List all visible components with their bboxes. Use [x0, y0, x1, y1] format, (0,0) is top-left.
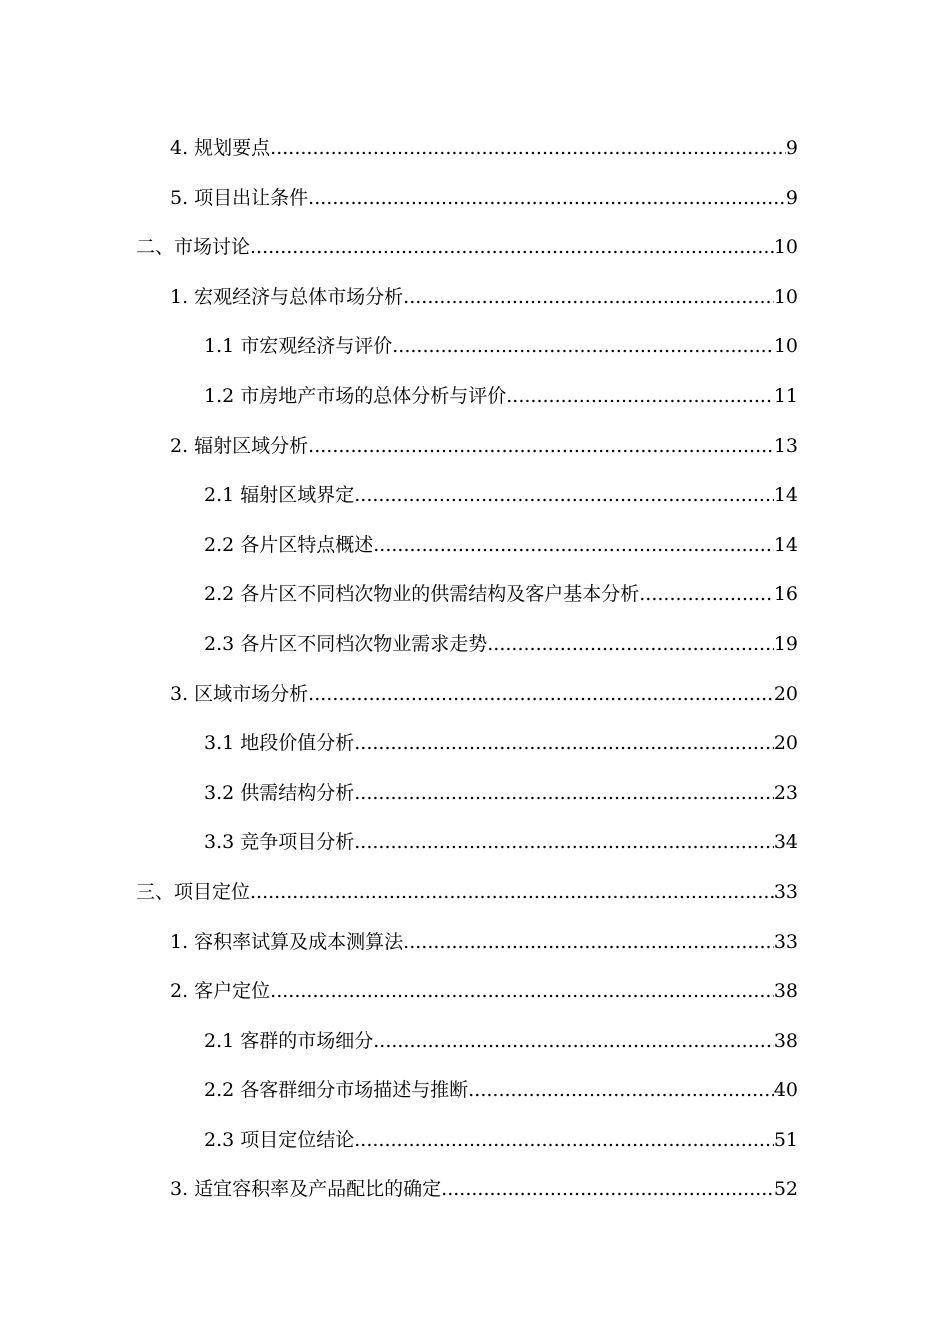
toc-entry-title: 二、市场讨论	[136, 236, 251, 259]
toc-entry-title: 1. 容积率试算及成本测算法	[170, 930, 404, 953]
toc-dot-leader	[354, 471, 774, 521]
toc-entry[interactable]	[0, 1017, 950, 1067]
toc-entry[interactable]	[0, 1116, 950, 1166]
toc-entry-title: 2.1 辐射区域界定	[204, 484, 355, 507]
toc-entry[interactable]	[0, 670, 950, 720]
toc-page-number: 33	[773, 880, 798, 903]
toc-page-number: 23	[773, 781, 798, 804]
toc-entry-title: 三、项目定位	[136, 880, 251, 903]
toc-dot-leader	[308, 422, 774, 472]
toc-entry[interactable]	[0, 570, 950, 620]
toc-page-number: 20	[773, 682, 798, 705]
toc-entry-title: 5. 项目出让条件	[170, 186, 309, 209]
toc-page-number: 10	[773, 236, 798, 259]
toc-entry-title: 1.1 市宏观经济与评价	[204, 335, 393, 358]
toc-entry-title: 4. 规划要点	[170, 137, 271, 159]
toc-dot-leader	[308, 174, 786, 224]
toc-entry[interactable]	[0, 273, 950, 323]
toc-dot-leader	[354, 719, 774, 769]
toc-page-number: 38	[773, 980, 798, 1003]
toc-entry-title: 2.2 各片区不同档次物业的供需结构及客户基本分析	[204, 583, 640, 606]
toc-page-number: 10	[773, 285, 798, 308]
toc-entry-title: 2. 辐射区域分析	[170, 434, 309, 457]
toc-entry[interactable]	[0, 521, 950, 571]
toc-entry-title: 2.3 项目定位结论	[204, 1128, 355, 1151]
toc-entry-title: 3. 适宜容积率及产品配比的确定	[170, 1178, 442, 1201]
toc-dot-leader	[373, 521, 774, 571]
toc-dot-leader	[506, 372, 774, 422]
toc-entry[interactable]	[0, 372, 950, 422]
toc-entry[interactable]	[0, 322, 950, 372]
toc-entry-title: 2.2 各客群细分市场描述与推断	[204, 1079, 469, 1102]
toc-entry[interactable]	[0, 124, 950, 174]
toc-entry[interactable]	[0, 620, 950, 670]
toc-page-number: 16	[773, 583, 798, 606]
toc-dot-leader	[270, 124, 786, 174]
toc-entry-title: 2.3 各片区不同档次物业需求走势	[204, 632, 488, 655]
toc-dot-leader	[373, 1017, 774, 1067]
toc-page-number: 10	[773, 335, 798, 358]
toc-page-number: 38	[773, 1029, 798, 1052]
toc-dot-leader	[441, 1165, 774, 1215]
toc-dot-leader	[250, 223, 774, 273]
toc-entry[interactable]	[0, 1066, 950, 1116]
toc-entry[interactable]	[0, 174, 950, 224]
toc-dot-leader	[403, 918, 774, 968]
toc-entry-title: 2.1 客群的市场细分	[204, 1029, 374, 1052]
toc-entry-title: 1. 宏观经济与总体市场分析	[170, 285, 404, 308]
toc-page-number: 11	[773, 384, 798, 407]
toc-page-number: 33	[773, 930, 798, 953]
toc-entry-title: 3. 区域市场分析	[170, 682, 309, 705]
toc-page-number: 9	[785, 186, 798, 209]
toc-entry-title: 2.2 各片区特点概述	[204, 533, 374, 556]
toc-dot-leader	[639, 570, 774, 620]
toc-page-number: 13	[773, 434, 798, 457]
toc-entry[interactable]	[0, 818, 950, 868]
toc-dot-leader	[308, 670, 774, 720]
toc-entry[interactable]	[0, 471, 950, 521]
toc-entry-title: 3.3 竞争项目分析	[204, 831, 355, 854]
toc-entry[interactable]	[0, 719, 950, 769]
toc-dot-leader	[487, 620, 774, 670]
toc-dot-leader	[354, 818, 774, 868]
toc-entry[interactable]	[0, 769, 950, 819]
toc-page-number: 52	[773, 1178, 798, 1201]
toc-dot-leader	[270, 967, 774, 1017]
toc-entry[interactable]	[0, 868, 950, 918]
toc-entry[interactable]	[0, 223, 950, 273]
toc-dot-leader	[468, 1066, 774, 1116]
toc-page-number: 34	[773, 831, 798, 854]
toc-page-number: 9	[785, 137, 798, 159]
toc-page-number: 20	[773, 732, 798, 755]
toc-dot-leader	[354, 1116, 774, 1166]
toc-dot-leader	[354, 769, 774, 819]
toc-entry[interactable]	[0, 918, 950, 968]
toc-entry[interactable]	[0, 1165, 950, 1215]
toc-entry-title: 2. 客户定位	[170, 980, 271, 1003]
toc-entry-title: 1.2 市房地产市场的总体分析与评价	[204, 384, 507, 407]
toc-page-number: 51	[773, 1128, 798, 1151]
toc-page-number: 14	[773, 484, 798, 507]
toc-page-number: 14	[773, 533, 798, 556]
toc-page-number: 19	[773, 632, 798, 655]
toc-dot-leader	[250, 868, 774, 918]
toc-entry[interactable]	[0, 422, 950, 472]
toc-dot-leader	[403, 273, 774, 323]
table-of-contents	[0, 124, 950, 1215]
toc-dot-leader	[392, 322, 774, 372]
toc-page-number: 40	[773, 1079, 798, 1102]
toc-entry-title: 3.2 供需结构分析	[204, 781, 355, 804]
toc-entry-title: 3.1 地段价值分析	[204, 732, 355, 755]
toc-entry[interactable]	[0, 967, 950, 1017]
